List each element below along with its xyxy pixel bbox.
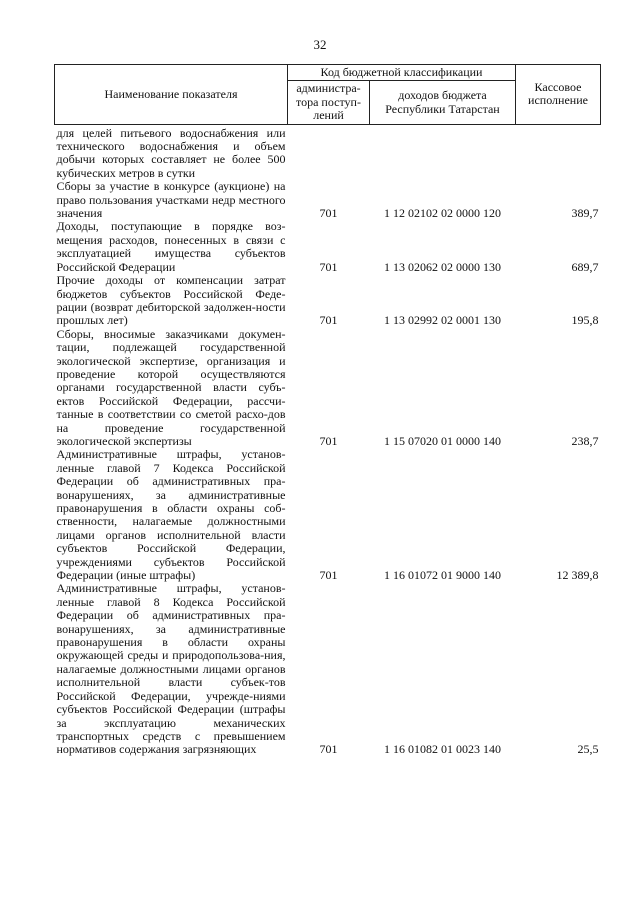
header-income: доходов бюджета Республики Татарстан [370, 81, 516, 124]
row-admin: 701 [319, 206, 338, 221]
page-number: 32 [313, 37, 327, 52]
row-code: 1 13 02992 02 0001 130 [384, 313, 501, 328]
row-name: Административные штрафы, установ-ленные главой 7 Кодекса Российской Федерации об административных пра-вонарушениях, за административные правонарушения в области охраны соб-ственности, налагаемые должностными лицами органов исполнительной власти субъектов Российской Федерации, учреждениями субъектов Российской Федерации (иные штрафы) [56, 447, 286, 583]
row-admin: 701 [319, 313, 338, 328]
table-row [55, 127, 601, 181]
row-code: 1 16 01082 01 0023 140 [384, 742, 501, 757]
row-admin: 701 [319, 433, 338, 448]
row-name: Сборы, вносимые заказчиками докумен-тации, подлежащей государственной экологической экспертизе, организация и проведение которой осуществляются органами государственной власти субъ-ектов Российской Федерации, рассчи-танные в соответствии со сметой расхо-дов на проведение государственной экологической экспертизы [56, 326, 286, 448]
row-code [370, 127, 516, 181]
row-code: 1 15 07020 01 0000 140 [384, 433, 501, 448]
table-row [55, 448, 601, 582]
row-amount [516, 127, 601, 181]
row-code: 1 13 02062 02 0000 130 [384, 259, 501, 274]
table-header [55, 65, 601, 125]
row-admin: 701 [319, 259, 338, 274]
row-name: Сборы за участие в конкурсе (аукционе) на право пользования участками недр местного значения [56, 179, 286, 221]
row-code: 1 12 02102 02 0000 120 [384, 206, 501, 221]
row-amount: 25,5 [577, 742, 599, 757]
header-cash: Кассовое исполнение [516, 65, 601, 125]
row-name: для целей питьевого водоснабжения или технического водоснабжения и объем добычи которых составляет не более 500 кубических метров в сутки [56, 125, 286, 180]
header-admin: администра-тора поступ-лений [288, 81, 370, 124]
row-admin: 701 [319, 568, 338, 583]
row-code: 1 16 01072 01 9000 140 [384, 568, 501, 583]
row-name: Доходы, поступающие в порядке воз-мещения расходов, понесенных в связи с эксплуатацией имущества субъектов Российской Федерации [56, 219, 286, 274]
row-amount: 238,7 [571, 433, 599, 448]
header-code-group: Код бюджетной классификации [288, 65, 516, 81]
budget-table [54, 64, 601, 757]
row-amount: 195,8 [571, 313, 599, 328]
table-row [55, 180, 601, 220]
table-row [55, 274, 601, 328]
table-row [55, 582, 601, 756]
row-amount: 12 389,8 [556, 568, 599, 583]
table-row [55, 220, 601, 274]
row-name: Административные штрафы, установ-ленные главой 8 Кодекса Российской Федерации об административных пра-вонарушениях, за административные правонарушения в области охраны окружающей среды и природопользова-ния, налагаемые должностными лицами органов исполнительной власти субъек-тов Российской Федерации, учрежде-ниями субъектов Российской Федерации (штрафы за эксплуатацию механических транспортных средств с превышением нормативов содержания загрязняющих [56, 581, 286, 757]
table-row [55, 328, 601, 449]
row-admin: 701 [319, 742, 338, 757]
row-admin [288, 127, 370, 181]
row-name: Прочие доходы от компенсации затрат бюджетов субъектов Российской Феде-рации (возврат дебиторской задолжен-ности прошлых лет) [56, 273, 286, 328]
row-amount: 689,7 [571, 259, 599, 274]
header-name: Наименование показателя [55, 65, 288, 125]
table-body [55, 124, 601, 757]
row-amount: 389,7 [571, 206, 599, 221]
